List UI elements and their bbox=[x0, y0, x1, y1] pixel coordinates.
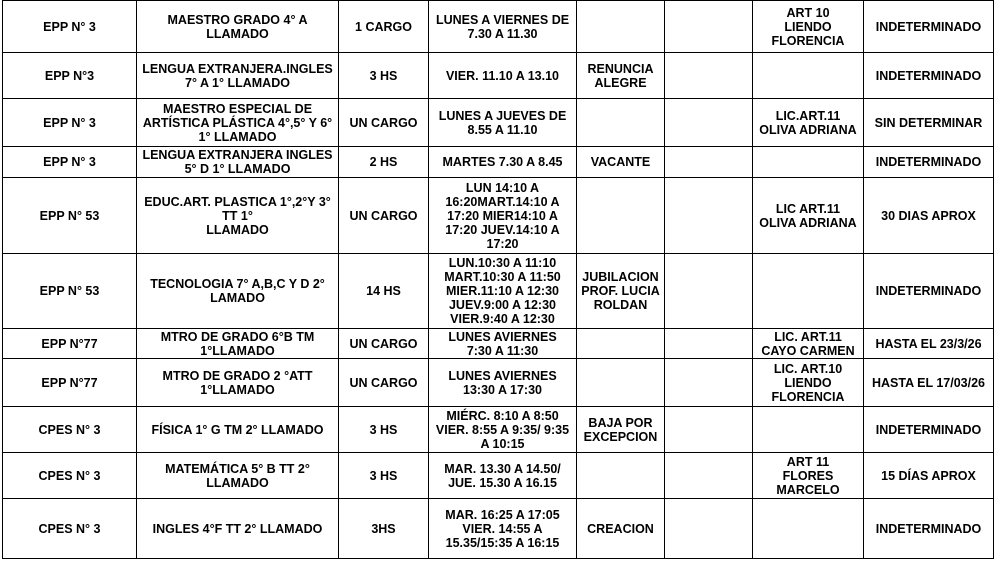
titular-cell: LIC. ART.10 LIENDO FLORENCIA bbox=[753, 359, 864, 407]
duration-cell: INDETERMINADO bbox=[864, 1, 994, 53]
load-cell: 1 CARGO bbox=[339, 1, 429, 53]
school-cell: EPP N° 3 bbox=[3, 99, 137, 147]
table-row bbox=[3, 147, 994, 178]
note-cell bbox=[665, 329, 753, 359]
table-row bbox=[3, 453, 994, 499]
duration-cell: SIN DETERMINAR bbox=[864, 99, 994, 147]
note-cell bbox=[665, 1, 753, 53]
duration-cell: INDETERMINADO bbox=[864, 53, 994, 99]
titular-cell bbox=[753, 407, 864, 453]
duration-cell: INDETERMINADO bbox=[864, 407, 994, 453]
table-row bbox=[3, 254, 994, 329]
school-cell: CPES N° 3 bbox=[3, 453, 137, 499]
reason-cell bbox=[577, 1, 665, 53]
note-cell bbox=[665, 499, 753, 559]
duration-cell: HASTA EL 23/3/26 bbox=[864, 329, 994, 359]
table-row bbox=[3, 1, 994, 53]
titular-cell bbox=[753, 499, 864, 559]
school-cell: EPP N° 3 bbox=[3, 1, 137, 53]
note-cell bbox=[665, 178, 753, 254]
titular-cell: ART 10 LIENDO FLORENCIA bbox=[753, 1, 864, 53]
subject-cell: MTRO DE GRADO 2 °ATT 1°LLAMADO bbox=[137, 359, 339, 407]
table-row bbox=[3, 359, 994, 407]
load-cell: 3 HS bbox=[339, 53, 429, 99]
schedule-cell: LUNES A VIERNES DE 7.30 A 11.30 bbox=[429, 1, 577, 53]
subject-cell: MTRO DE GRADO 6°B TM 1°LLAMADO bbox=[137, 329, 339, 359]
table-row bbox=[3, 99, 994, 147]
subject-cell: MAESTRO GRADO 4° A LLAMADO bbox=[137, 1, 339, 53]
load-cell: UN CARGO bbox=[339, 178, 429, 254]
table-row bbox=[3, 407, 994, 453]
reason-cell bbox=[577, 453, 665, 499]
reason-cell: RENUNCIA ALEGRE bbox=[577, 53, 665, 99]
note-cell bbox=[665, 99, 753, 147]
titular-cell: LIC ART.11 OLIVA ADRIANA bbox=[753, 178, 864, 254]
schedule-cell: MARTES 7.30 A 8.45 bbox=[429, 147, 577, 178]
load-cell: 2 HS bbox=[339, 147, 429, 178]
schedule-cell: LUNES AVIERNES 13:30 A 17:30 bbox=[429, 359, 577, 407]
subject-cell: LENGUA EXTRANJERA.INGLES 7° A 1° LLAMADO bbox=[137, 53, 339, 99]
schedule-cell: LUNES AVIERNES 7:30 A 11:30 bbox=[429, 329, 577, 359]
titular-cell: ART 11 FLORES MARCELO bbox=[753, 453, 864, 499]
reason-cell bbox=[577, 99, 665, 147]
reason-cell: CREACION bbox=[577, 499, 665, 559]
table-body bbox=[3, 1, 994, 559]
titular-cell: LIC. ART.11 CAYO CARMEN bbox=[753, 329, 864, 359]
table-row bbox=[3, 53, 994, 99]
subject-cell: TECNOLOGIA 7° A,B,C Y D 2° LAMADO bbox=[137, 254, 339, 329]
reason-cell: BAJA POR EXCEPCION bbox=[577, 407, 665, 453]
school-cell: CPES N° 3 bbox=[3, 499, 137, 559]
table-row bbox=[3, 499, 994, 559]
load-cell: UN CARGO bbox=[339, 329, 429, 359]
duration-cell: 30 DIAS APROX bbox=[864, 178, 994, 254]
schedule-cell: VIER. 11.10 A 13.10 bbox=[429, 53, 577, 99]
titular-cell bbox=[753, 53, 864, 99]
load-cell: 3 HS bbox=[339, 453, 429, 499]
duration-cell: INDETERMINADO bbox=[864, 147, 994, 178]
note-cell bbox=[665, 453, 753, 499]
school-cell: CPES N° 3 bbox=[3, 407, 137, 453]
schedule-cell: LUN.10:30 A 11:10 MART.10:30 A 11:50 MIER.11:10 A 12:30 JUEV.9:00 A 12:30 VIER.9:40 A 12:30 bbox=[429, 254, 577, 329]
duration-cell: 15 DÍAS APROX bbox=[864, 453, 994, 499]
reason-cell bbox=[577, 359, 665, 407]
load-cell: UN CARGO bbox=[339, 359, 429, 407]
school-cell: EPP N°77 bbox=[3, 329, 137, 359]
note-cell bbox=[665, 53, 753, 99]
schedule-cell: MAR. 16:25 A 17:05 VIER. 14:55 A 15.35/15:35 A 16:15 bbox=[429, 499, 577, 559]
school-cell: EPP N°77 bbox=[3, 359, 137, 407]
subject-cell: LENGUA EXTRANJERA INGLES 5° D 1° LLAMADO bbox=[137, 147, 339, 178]
reason-cell bbox=[577, 329, 665, 359]
note-cell bbox=[665, 407, 753, 453]
school-cell: EPP N°3 bbox=[3, 53, 137, 99]
table-row bbox=[3, 178, 994, 254]
schedule-cell: MAR. 13.30 A 14.50/ JUE. 15.30 A 16.15 bbox=[429, 453, 577, 499]
load-cell: UN CARGO bbox=[339, 99, 429, 147]
duration-cell: INDETERMINADO bbox=[864, 499, 994, 559]
titular-cell bbox=[753, 147, 864, 178]
table-row bbox=[3, 329, 994, 359]
subject-cell: FÍSICA 1° G TM 2° LLAMADO bbox=[137, 407, 339, 453]
note-cell bbox=[665, 147, 753, 178]
reason-cell bbox=[577, 178, 665, 254]
vacancy-table bbox=[2, 0, 994, 559]
schedule-cell: MIÉRC. 8:10 A 8:50 VIER. 8:55 A 9:35/ 9:35 A 10:15 bbox=[429, 407, 577, 453]
school-cell: EPP N° 53 bbox=[3, 254, 137, 329]
note-cell bbox=[665, 359, 753, 407]
duration-cell: INDETERMINADO bbox=[864, 254, 994, 329]
duration-cell: HASTA EL 17/03/26 bbox=[864, 359, 994, 407]
subject-cell: EDUC.ART. PLASTICA 1°,2°Y 3° TT 1° LLAMADO bbox=[137, 178, 339, 254]
titular-cell: LIC.ART.11 OLIVA ADRIANA bbox=[753, 99, 864, 147]
load-cell: 3 HS bbox=[339, 407, 429, 453]
reason-cell: VACANTE bbox=[577, 147, 665, 178]
school-cell: EPP N° 3 bbox=[3, 147, 137, 178]
subject-cell: MATEMÁTICA 5° B TT 2° LLAMADO bbox=[137, 453, 339, 499]
load-cell: 14 HS bbox=[339, 254, 429, 329]
reason-cell: JUBILACION PROF. LUCIA ROLDAN bbox=[577, 254, 665, 329]
schedule-cell: LUNES A JUEVES DE 8.55 A 11.10 bbox=[429, 99, 577, 147]
load-cell: 3HS bbox=[339, 499, 429, 559]
subject-cell: INGLES 4°F TT 2° LLAMADO bbox=[137, 499, 339, 559]
subject-cell: MAESTRO ESPECIAL DE ARTÍSTICA PLÁSTICA 4°,5° Y 6° 1° LLAMADO bbox=[137, 99, 339, 147]
titular-cell bbox=[753, 254, 864, 329]
school-cell: EPP N° 53 bbox=[3, 178, 137, 254]
schedule-cell: LUN 14:10 A 16:20MART.14:10 A 17:20 MIER14:10 A 17:20 JUEV.14:10 A 17:20 bbox=[429, 178, 577, 254]
note-cell bbox=[665, 254, 753, 329]
